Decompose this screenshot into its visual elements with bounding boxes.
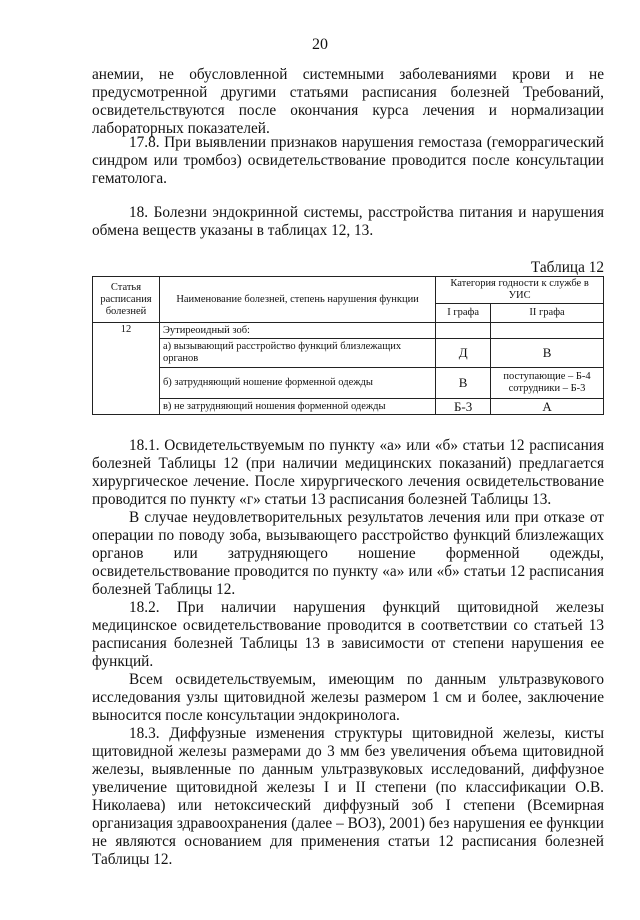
- row-g2: поступающие – Б-4 сотрудники – Б-3: [491, 368, 604, 399]
- header-col2: II графа: [491, 304, 604, 323]
- empty-cell: [436, 323, 491, 339]
- table-row: [93, 339, 604, 368]
- row-desc: а) вызывающий расстройство функций близлежащих органов: [159, 339, 435, 368]
- disease-title: Эутиреоидный зоб:: [159, 323, 435, 339]
- table-row: [93, 323, 604, 339]
- paragraph-text: 18. Болезни эндокринной системы, расстройства питания и нарушения обмена веществ указаны в таблицах 12, 13.: [92, 204, 604, 239]
- row-g2: В: [491, 339, 604, 368]
- header-col1: I графа: [436, 304, 491, 323]
- header-category: Категория годности к службе в УИС: [436, 277, 604, 304]
- table-header-row: [93, 277, 604, 304]
- row-desc: в) не затрудняющий ношения форменной одежды: [159, 399, 435, 415]
- row-desc: б) затрудняющий ношение форменной одежды: [159, 368, 435, 399]
- paragraph-anemia: [92, 66, 604, 138]
- table-row: [93, 399, 604, 415]
- row-g1: Б-3: [436, 399, 491, 415]
- empty-cell: [491, 323, 604, 339]
- article-number: 12: [93, 323, 160, 415]
- header-name: Наименование болезней, степень нарушения функции: [159, 277, 435, 323]
- paragraph-text: 17.8. При выявлении признаков нарушения гемостаза (геморрагический синдром или тромбоз) освидетельствование проводится после консультации гематолога.: [92, 134, 604, 187]
- paragraph-ultrasound: Всем освидетельствуемым, имеющим по данным ультразвукового исследования узлы щитовидной железы размером 1 см и более, заключение выносится после консультации эндокринолога.: [92, 671, 604, 724]
- paragraph-text: анемии, не обусловленной системными заболеваниями крови и не предусмотренной другими статьями расписания болезней Требований, освидетельствуются после окончания курса лечения и нормализации лабораторных показателей.: [92, 66, 604, 137]
- row-g1: В: [436, 368, 491, 399]
- section-18-text: [92, 437, 604, 869]
- paragraph-18-3: 18.3. Диффузные изменения структуры щитовидной железы, кисты щитовидной железы размерами до 3 мм без увеличения объема щитовидной железы, выявленные по данным ультразвуковых исследований, диффузное увеличение щитовидной железы I и II степени (по классификации О.В. Николаева) или нетоксический диффузный зоб I степени (Всемирная организация здравоохранения (далее – ВОЗ), 2001) без нарушения ее функции не являются основанием для применения статьи 12 расписания болезней Таблицы 12.: [92, 725, 604, 868]
- table-row: [93, 368, 604, 399]
- table-caption: Таблица 12: [530, 259, 604, 276]
- paragraph-17-8: [92, 134, 604, 188]
- row-g2: А: [491, 399, 604, 415]
- page-number: 20: [312, 36, 328, 53]
- row-g1: Д: [436, 339, 491, 368]
- paragraph-18: [92, 204, 604, 240]
- paragraph-18-2: 18.2. При наличии нарушения функций щитовидной железы медицинское освидетельствование проводится в соответствии со статьей 13 расписания болезней Таблицы 13 в зависимости от степени нарушения ее функций.: [92, 599, 604, 670]
- table-12: [92, 276, 604, 415]
- header-article: Статья расписания болезней: [93, 277, 160, 323]
- paragraph-failure: В случае неудовлетворительных результатов лечения или при отказе от операции по поводу зоба, вызывающего расстройство функций близлежащих органов или затрудняющего ношение форменной одежды, освидетельствование проводится по пункту «а» или «б» статьи 12 расписания болезней Таблицы 12.: [92, 509, 604, 598]
- paragraph-18-1: 18.1. Освидетельствуемым по пункту «а» или «б» статьи 12 расписания болезней Таблицы 12 (при наличии медицинских показаний) предлагается хирургическое лечение. После хирургического лечения освидетельствование проводится по пункту «г» статьи 13 расписания болезней Таблицы 13.: [92, 437, 604, 508]
